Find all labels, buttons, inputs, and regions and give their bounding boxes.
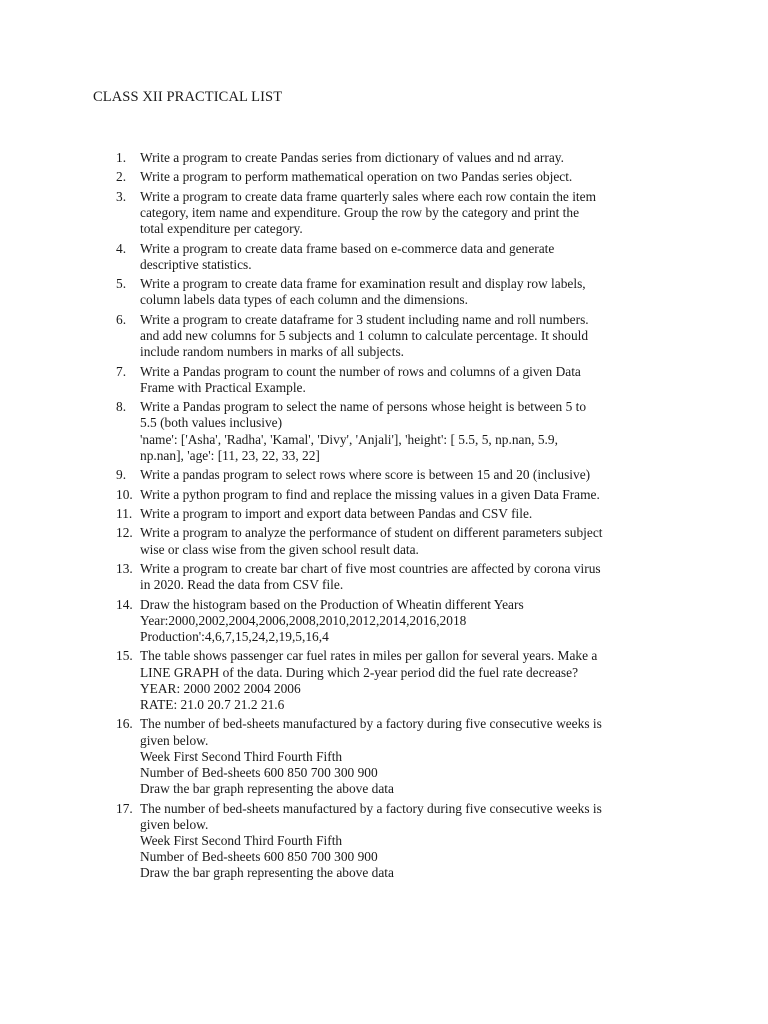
list-item-text-line: Write a python program to find and replace the missing values in a given Data Frame. — [140, 486, 600, 502]
list-item-text-line: Draw the bar graph representing the above data — [140, 865, 394, 881]
list-item — [0, 399, 680, 464]
list-item-text-line: Draw the bar graph representing the above data — [140, 781, 394, 797]
list-item-text-line: Write a program to import and export data between Pandas and CSV file. — [140, 505, 533, 521]
list-item-text-line: Write a program to analyze the performance of student on different parameters subject — [140, 525, 603, 541]
list-item-text-line: RATE: 21.0 20.7 21.2 21.6 — [140, 696, 285, 712]
list-item-text-line: column labels data types of each column and the dimensions. — [140, 292, 468, 308]
list-item-text-line: Number of Bed-sheets 600 850 700 300 900 — [140, 849, 378, 865]
list-item-text-line: Write a Pandas program to count the number of rows and columns of a given Data — [140, 363, 581, 379]
list-item — [0, 506, 680, 522]
list-item — [0, 169, 680, 185]
list-item-text-line: Number of Bed-sheets 600 850 700 300 900 — [140, 764, 378, 780]
list-item-number: 4. — [116, 240, 127, 256]
list-item — [0, 364, 680, 396]
list-item-text-line: Week First Second Third Fourth Fifth — [140, 832, 343, 848]
list-item-text-line: Write a program to create bar chart of five most countries are affected by corona virus — [140, 560, 601, 576]
list-item — [0, 189, 680, 238]
list-item-number: 7. — [116, 363, 127, 379]
list-item-text-line: descriptive statistics. — [140, 256, 252, 272]
list-item — [0, 801, 680, 882]
list-item-text-line: given below. — [140, 732, 209, 748]
list-item-text-line: given below. — [140, 816, 209, 832]
list-item-text-line: Write a program to create data frame quarterly sales where each row contain the item — [140, 188, 597, 204]
list-item-text-line: Write a program to perform mathematical operation on two Pandas series object. — [140, 169, 573, 185]
list-item-number: 11. — [116, 505, 133, 521]
document-title: CLASS XII PRACTICAL LIST — [93, 89, 283, 105]
list-item-text-line: Write a program to create Pandas series from dictionary of values and nd array. — [140, 150, 564, 165]
list-item — [0, 716, 680, 797]
list-item — [0, 241, 680, 273]
practical-list — [0, 150, 768, 885]
list-item-number: 14. — [116, 596, 133, 612]
list-item — [0, 487, 680, 503]
list-item-text-line: and add new columns for 5 subjects and 1 column to calculate percentage. It should — [140, 327, 589, 343]
list-item-text-line: LINE GRAPH of the data. During which 2-year period did the fuel rate decrease? — [140, 664, 579, 680]
list-item-text-line: Year:2000,2002,2004,2006,2008,2010,2012,2014,2016,2018 — [140, 612, 467, 628]
list-item-text-line: Write a program to create data frame for examination result and display row labels, — [140, 276, 586, 292]
list-item-text-line: wise or class wise from the given school result data. — [140, 541, 419, 557]
list-item-text-line: Draw the histogram based on the Production of Wheatin different Years — [140, 596, 524, 612]
list-item — [0, 276, 680, 308]
list-item — [0, 648, 680, 713]
list-item-text-line: 5.5 (both values inclusive) — [140, 415, 283, 431]
list-item-number: 10. — [116, 486, 133, 502]
list-item-number: 15. — [116, 648, 133, 664]
list-item-text-line: The table shows passenger car fuel rates in miles per gallon for several years. Make a — [140, 648, 598, 664]
list-item-text-line: YEAR: 2000 2002 2004 2006 — [140, 680, 301, 696]
list-item-text-line: Write a Pandas program to select the name of persons whose height is between 5 to — [140, 399, 587, 415]
list-item-text-line: Write a pandas program to select rows where score is between 15 and 20 (inclusive) — [140, 467, 591, 483]
list-item — [0, 150, 680, 166]
list-item-text-line: The number of bed-sheets manufactured by a factory during five consecutive weeks is — [140, 716, 602, 732]
list-item-text-line: 'name': ['Asha', 'Radha', 'Kamal', 'Divy', 'Anjali'], 'height': [ 5.5, 5, np.nan, 5.9, — [140, 431, 558, 447]
list-item-number: 8. — [116, 399, 127, 415]
list-item — [0, 525, 680, 557]
list-item-number: 3. — [116, 188, 127, 204]
list-item-number: 13. — [116, 560, 133, 576]
list-item-text-line: in 2020. Read the data from CSV file. — [140, 577, 344, 593]
list-item-number: 16. — [116, 716, 133, 732]
list-item-text-line: Write a program to create data frame based on e-commerce data and generate — [140, 240, 555, 256]
list-item-number: 5. — [116, 276, 127, 292]
list-item — [0, 312, 680, 361]
list-item-text-line: total expenditure per category. — [140, 221, 303, 237]
list-item — [0, 597, 680, 646]
list-item-number: 17. — [116, 800, 133, 816]
list-item-text-line: Week First Second Third Fourth Fifth — [140, 748, 343, 764]
list-item-number: 1. — [116, 150, 127, 165]
list-item-text-line: Production':4,6,7,15,24,2,19,5,16,4 — [140, 628, 329, 644]
list-item-text-line: Write a program to create dataframe for 3 student including name and roll numbers. — [140, 311, 589, 327]
list-item — [0, 467, 680, 483]
list-item-text-line: Frame with Practical Example. — [140, 379, 306, 395]
list-item-text-line: include random numbers in marks of all subjects. — [140, 344, 405, 360]
list-item — [0, 561, 680, 593]
list-item-text-line: category, item name and expenditure. Group the row by the category and print the — [140, 204, 580, 220]
list-item-number: 9. — [116, 467, 127, 483]
list-item-text-line: The number of bed-sheets manufactured by a factory during five consecutive weeks is — [140, 800, 602, 816]
list-item-number: 2. — [116, 169, 127, 185]
list-item-number: 12. — [116, 525, 133, 541]
list-item-text-line: np.nan], 'age': [11, 23, 22, 33, 22] — [140, 447, 320, 463]
list-item-number: 6. — [116, 311, 127, 327]
